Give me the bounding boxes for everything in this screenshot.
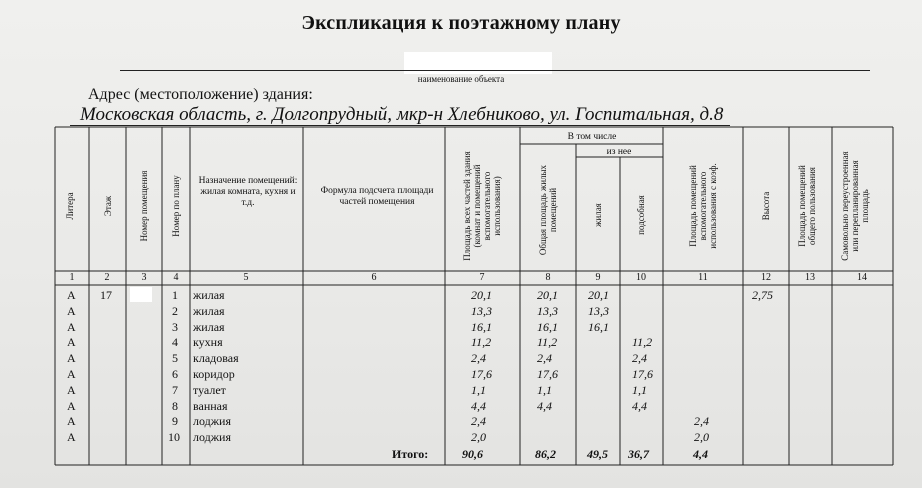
- cell-total: 2,0: [471, 430, 486, 445]
- cell-obshch: 16,1: [537, 319, 558, 334]
- cell-total: 2,4: [471, 414, 486, 429]
- header-v-tom-chisle: В том числе: [567, 132, 617, 142]
- cell-litera: А: [67, 288, 76, 302]
- column-number-11: 11: [698, 272, 708, 283]
- cell-num: 7: [172, 382, 178, 397]
- header-obshchego-polzovaniya: Площадь помещений общего пользования: [797, 165, 817, 247]
- cell-num: 10: [168, 430, 180, 445]
- column-number-13: 13: [805, 272, 815, 283]
- cell-num: 1: [172, 288, 178, 302]
- totals-label: Итого:: [392, 447, 429, 461]
- cell-obshch: 2,4: [537, 351, 552, 366]
- cell-podsob: 11,2: [632, 335, 653, 350]
- column-number-2: 2: [104, 272, 110, 283]
- column-number-6: 6: [371, 272, 377, 283]
- cell-litera: А: [67, 319, 76, 334]
- cell-total: 1,1: [471, 382, 486, 397]
- header-ploshchad-vsekh: Площадь всех частей здания (комнат и помещений вспомогательного использования): [462, 151, 502, 261]
- cell-name: лоджия: [193, 430, 231, 445]
- cell-litera: А: [67, 303, 76, 318]
- header-nomer-po-planu: Номер по плану: [171, 175, 181, 237]
- cell-name: жилая: [193, 319, 225, 334]
- cell-etazh: 17: [100, 288, 112, 302]
- header-vysota: Высота: [761, 191, 771, 221]
- address-value: Московская область, г. Долгопрудный, мкр-н Хлебниково, ул. Госпитальная, д.8: [80, 104, 724, 125]
- totals-zhilaya: 49,5: [587, 447, 608, 461]
- cell-podsob: 1,1: [632, 382, 647, 397]
- column-number-14: 14: [857, 272, 867, 283]
- header-iz-nee: из нее: [606, 147, 632, 157]
- column-number-5: 5: [243, 272, 249, 283]
- totals-obshchaya: 86,2: [535, 447, 556, 461]
- cell-name: жилая: [193, 303, 225, 318]
- document-title: Экспликация к поэтажному плану: [301, 12, 621, 34]
- cell-obshch: 17,6: [537, 367, 558, 381]
- cell-total: 20,1: [471, 288, 492, 302]
- totals-ploshchad-vsekh: 90,6: [462, 447, 483, 461]
- cell-podsob: 2,4: [632, 351, 647, 366]
- header-zhilaya: жилая: [593, 203, 603, 227]
- column-number-7: 7: [479, 272, 485, 283]
- cell-total: 16,1: [471, 319, 492, 334]
- cell-obshch: 1,1: [537, 382, 552, 397]
- column-number-8: 8: [545, 272, 551, 283]
- cell-litera: А: [67, 430, 76, 445]
- column-number-1: 1: [69, 272, 75, 283]
- cell-total: 11,2: [471, 335, 492, 350]
- cell-litera: А: [67, 335, 76, 350]
- cell-zhil: 13,3: [588, 303, 609, 318]
- cell-obshch: 4,4: [537, 398, 552, 413]
- cell-name: коридор: [193, 367, 235, 381]
- column-number-10: 10: [636, 272, 646, 283]
- cell-obshch: 20,1: [537, 288, 558, 302]
- cell-obshch: 11,2: [537, 335, 558, 350]
- cell-zhil: 16,1: [588, 319, 609, 334]
- cell-litera: А: [67, 351, 76, 366]
- header-etazh: Этаж: [103, 195, 113, 217]
- totals-podsobnaya: 36,7: [628, 447, 649, 461]
- cell-podsob: 4,4: [632, 398, 647, 413]
- cell-name: ванная: [193, 398, 228, 413]
- header-ploshchad-vspom: Площадь помещений вспомогательного использования с коэф.: [688, 163, 718, 249]
- cell-total: 2,4: [471, 351, 486, 366]
- cell-vysota: 2,75: [752, 288, 773, 302]
- cell-name: кухня: [193, 335, 223, 350]
- cell-name: кладовая: [193, 351, 239, 366]
- cell-name: лоджия: [193, 414, 231, 429]
- cell-vspom: 2,4: [694, 414, 709, 429]
- cell-num: 6: [172, 367, 178, 381]
- cell-num: 8: [172, 398, 178, 413]
- header-naznachenie: Назначение помещений: жилая комната, кухня и т.д.: [198, 176, 298, 208]
- cell-total: 17,6: [471, 367, 492, 381]
- header-samovolno: Самовольно переустроенная или перепланированная площадь: [840, 151, 870, 261]
- cell-name: жилая: [193, 288, 225, 302]
- cell-num: 9: [172, 414, 178, 429]
- cell-num: 3: [172, 319, 178, 334]
- column-number-4: 4: [173, 272, 179, 283]
- cell-litera: А: [67, 414, 76, 429]
- cell-name: туалет: [193, 382, 226, 397]
- cell-zhil: 20,1: [588, 288, 609, 302]
- cell-total: 13,3: [471, 303, 492, 318]
- cell-litera: А: [67, 382, 76, 397]
- column-number-12: 12: [761, 272, 771, 283]
- cell-obshch: 13,3: [537, 303, 558, 318]
- column-number-3: 3: [141, 272, 147, 283]
- header-podsobnaya: подсобная: [636, 195, 646, 235]
- cell-litera: А: [67, 367, 76, 381]
- cell-podsob: 17,6: [632, 367, 653, 381]
- cell-num: 4: [172, 335, 178, 350]
- cell-total: 4,4: [471, 398, 486, 413]
- totals-vspom: 4,4: [693, 447, 708, 461]
- column-number-9: 9: [595, 272, 601, 283]
- object-name-caption: наименование объекта: [417, 74, 505, 84]
- cell-vspom: 2,0: [694, 430, 709, 445]
- redacted-room-number: [130, 287, 152, 302]
- header-litera: Литера: [65, 192, 75, 220]
- header-obshchaya: Общая площадь жилых помещений: [538, 164, 558, 256]
- cell-litera: А: [67, 398, 76, 413]
- header-formula: Формула подсчета площади частей помещения: [320, 186, 434, 207]
- address-label: Адрес (местоположение) здания:: [88, 86, 313, 103]
- cell-num: 5: [172, 351, 178, 366]
- header-nomer-pomeshcheniya: Номер помещения: [139, 170, 149, 242]
- cell-num: 2: [172, 303, 178, 318]
